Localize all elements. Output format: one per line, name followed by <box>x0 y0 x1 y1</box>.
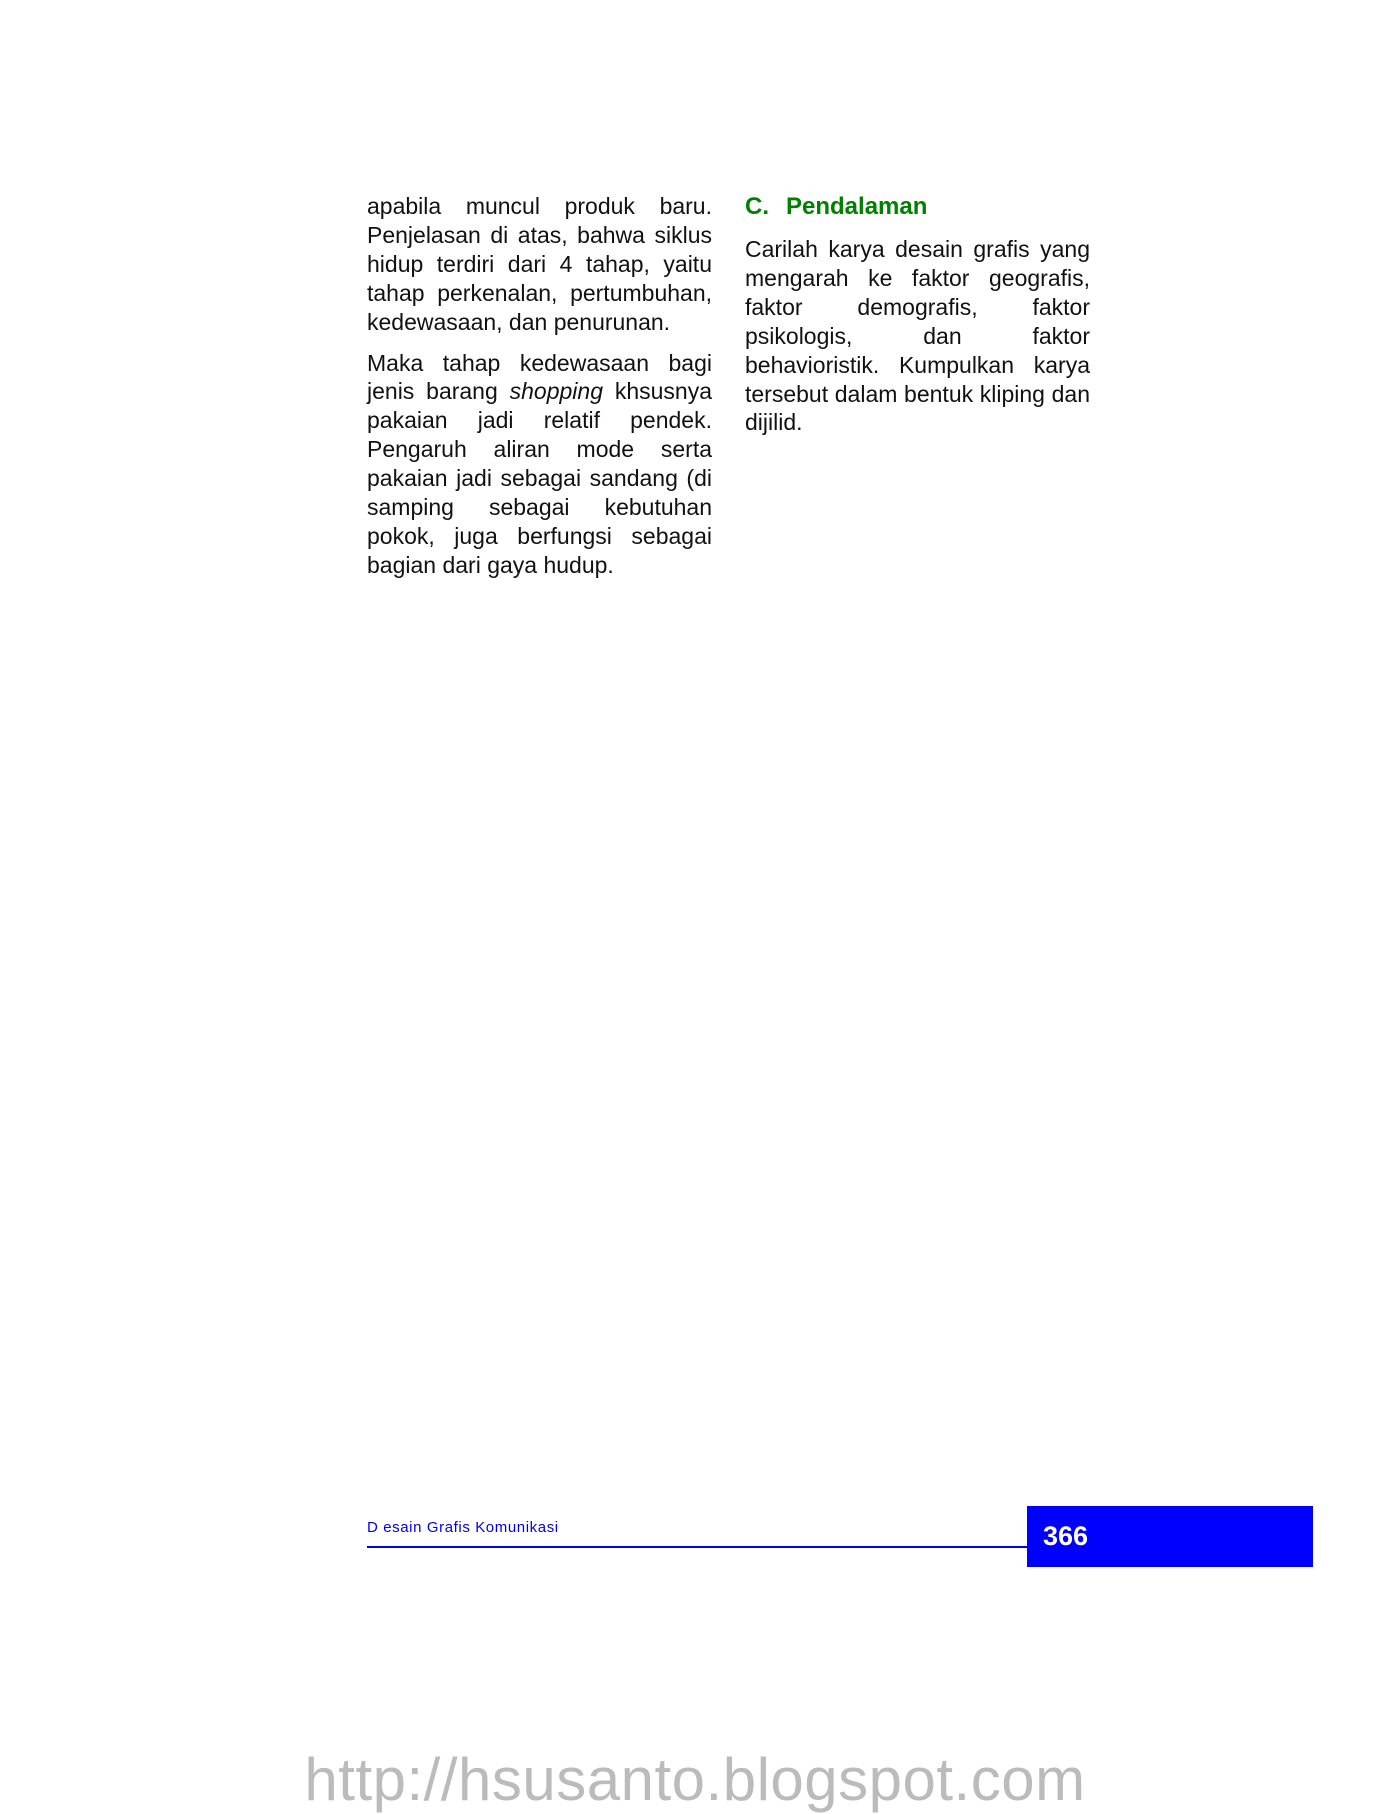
footer-rule <box>367 1546 1028 1548</box>
left-column <box>367 192 712 592</box>
body-paragraph: apabila muncul produk baru. Penjelasan di atas, bahwa siklus hidup terdiri dari 4 tahap, yaitu tahap perkenalan, pertumbuhan, kedewasaan, dan penurunan. <box>367 193 712 335</box>
italic-term: shopping <box>509 378 603 405</box>
paragraph-text: khsusnya pakaian jadi relatif pendek. Pengaruh aliran mode serta pakaian jadi sebagai sandang (di samping sebagai kebutuhan pokok, juga berfungsi sebagai bagian dari gaya hudup. <box>367 378 712 578</box>
body-paragraph <box>367 349 712 580</box>
page-number: 366 <box>1043 1521 1089 1551</box>
watermark-url: http://hsusanto.blogspot.com <box>304 1746 1086 1813</box>
page-number-box <box>1027 1506 1313 1567</box>
section-title: Pendalaman <box>786 193 928 220</box>
right-column <box>745 192 1090 449</box>
body-paragraph: Carilah karya desain grafis yang mengarah ke faktor geografis, faktor demografis, faktor psikologis, dan faktor behavioristik. Kumpulkan karya tersebut dalam bentuk kliping dan dijilid. <box>745 236 1090 436</box>
section-number: C. <box>745 193 769 220</box>
section-heading <box>745 192 1090 222</box>
paragraph-text: Maka tahap kedewasaan bagi jenis barang <box>367 349 712 405</box>
footer-book-title: D esain Grafis Komunikasi <box>367 1519 559 1536</box>
